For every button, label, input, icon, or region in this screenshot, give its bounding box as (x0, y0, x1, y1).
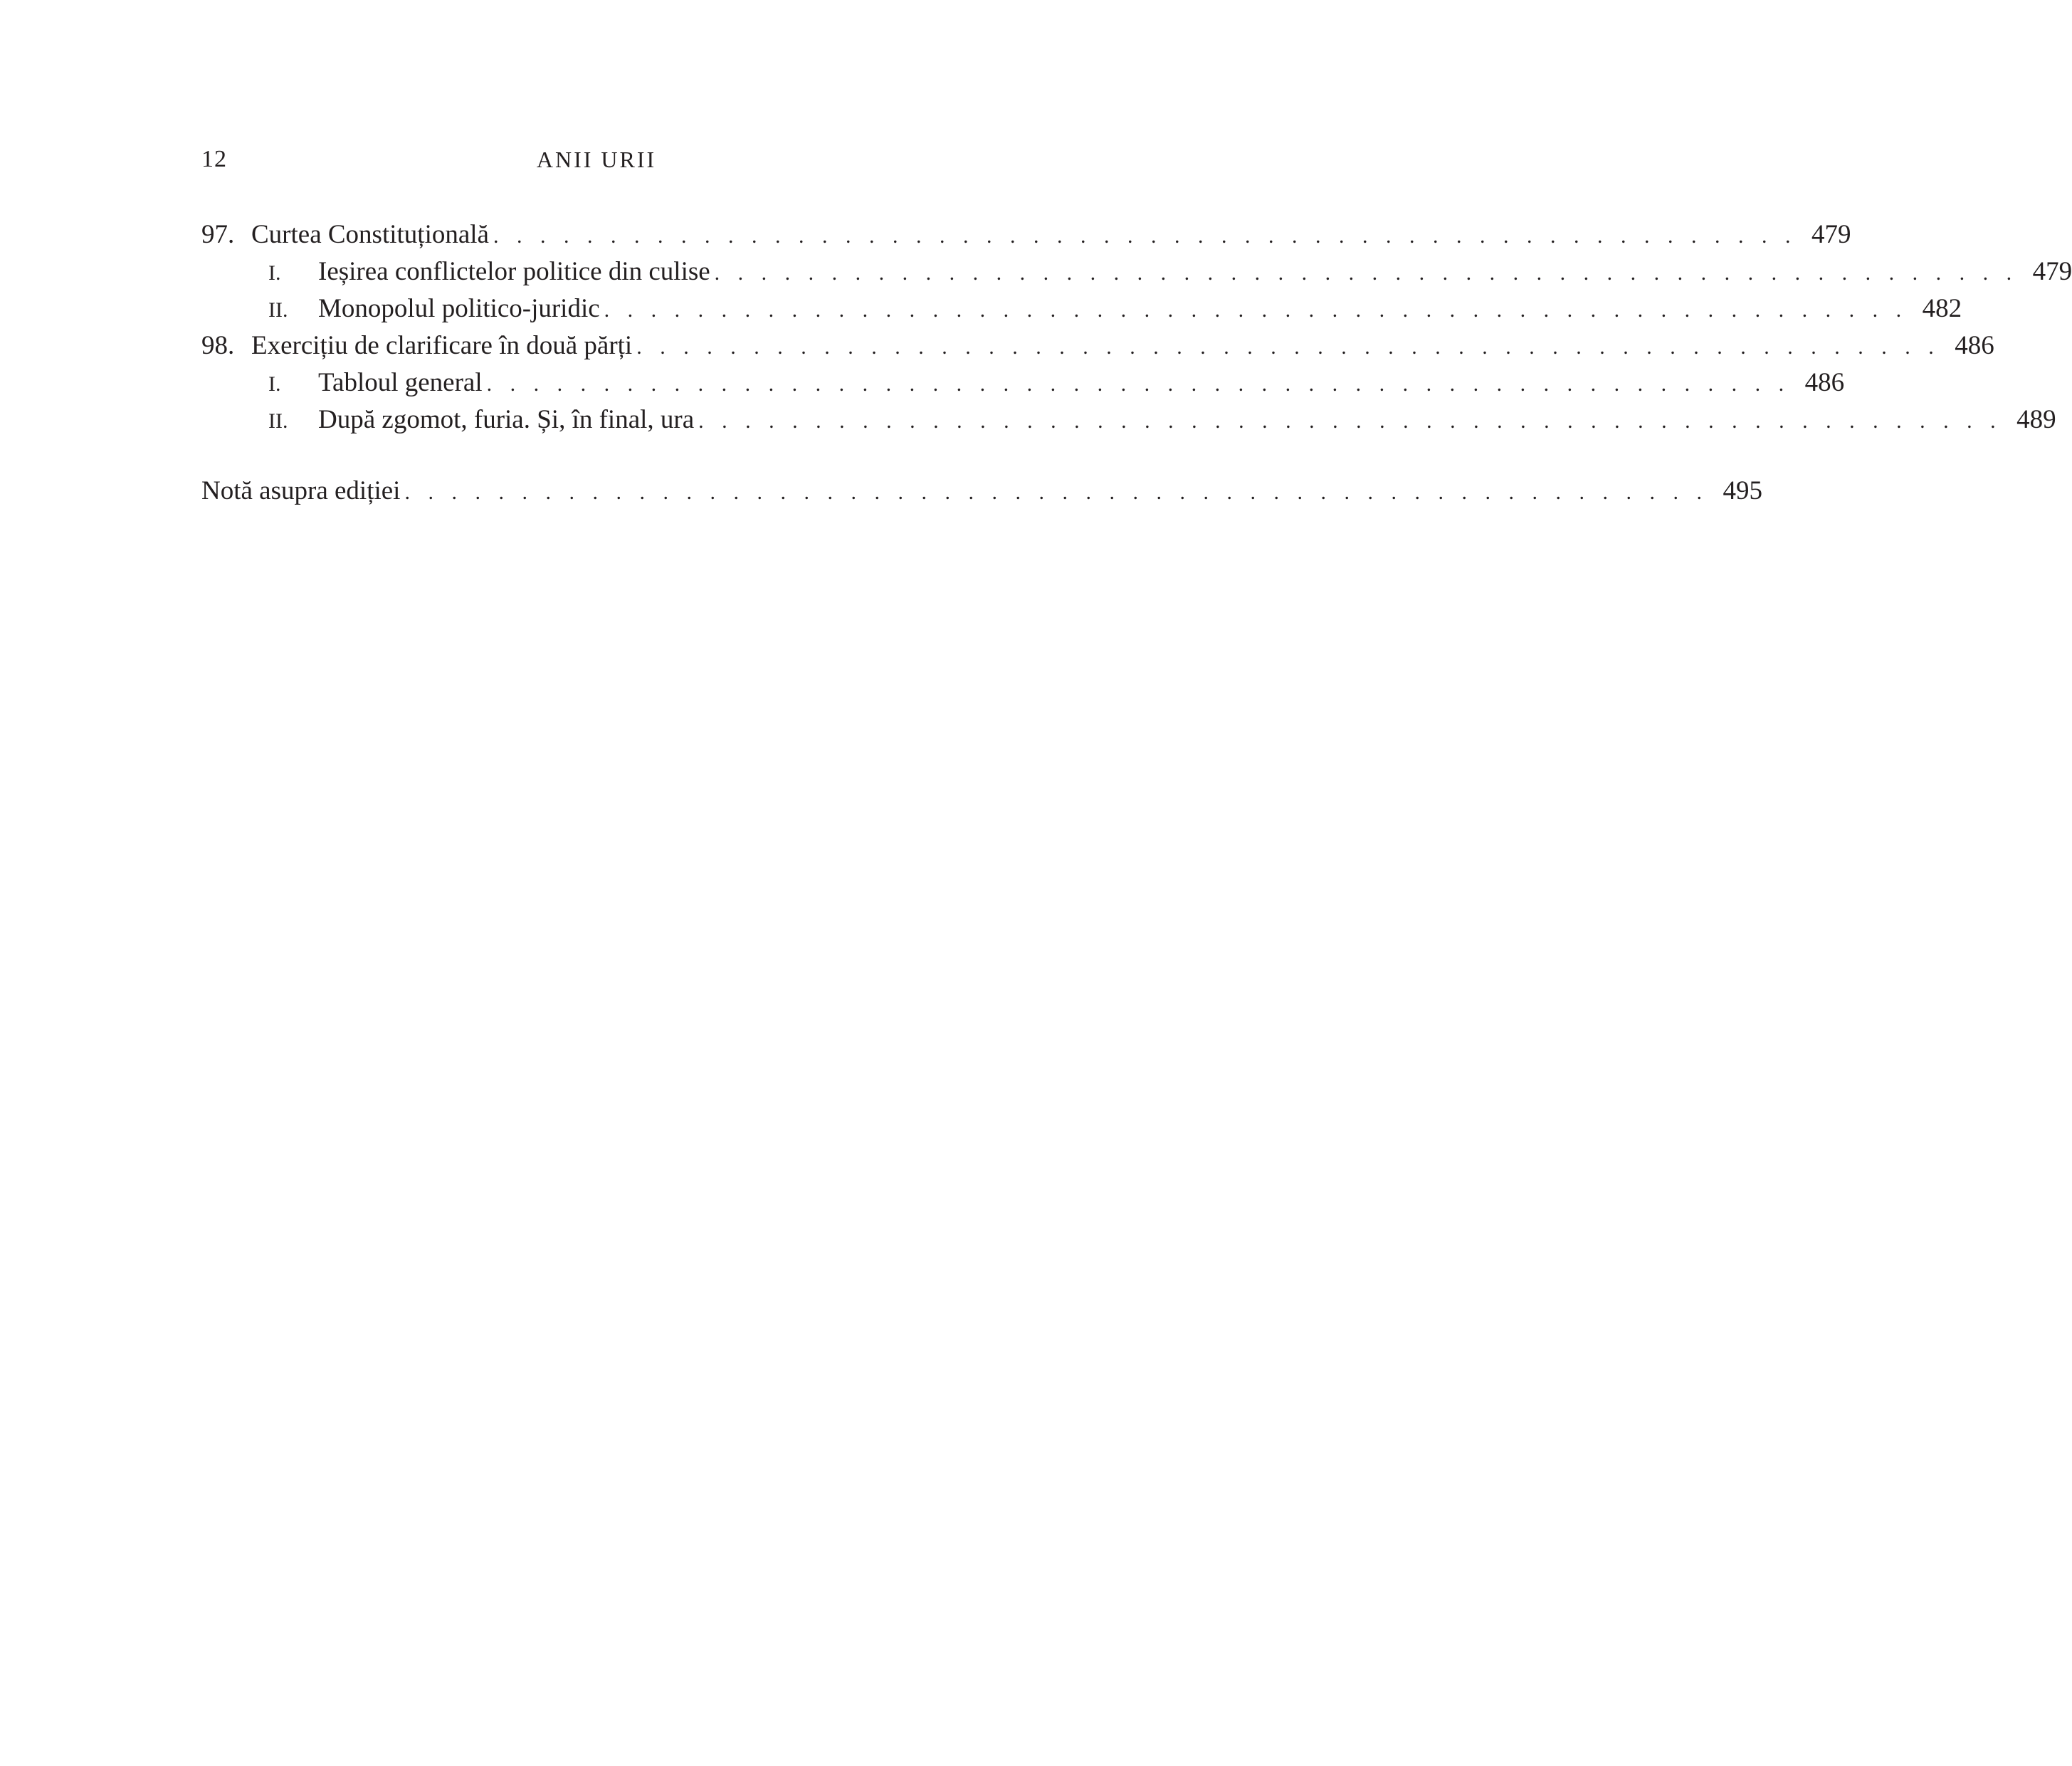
toc-entry-title: Monopolul politico-juridic (318, 294, 600, 323)
toc-entry-number: I. (268, 261, 281, 285)
toc-entry-title: Ieșirea conflictelor politice din culise (318, 257, 710, 286)
dot-leader: . . . . . . . . . . . . . . . . . . . . . . . . . . . . . . . . . . . . . . . . . . . . . . . . . . . . . . . . (404, 480, 1708, 504)
toc-entry-number: 98. (201, 331, 235, 360)
toc-entry-number: II. (268, 298, 288, 322)
toc-entry-title: Curtea Constituțională (251, 220, 489, 249)
dot-leader: . . . . . . . . . . . . . . . . . . . . . . . . . . . . . . . . . . . . . . . . . . . . . . . . . . . . . . . . (636, 335, 1940, 359)
toc-entry-page: 486 (1804, 368, 1845, 397)
toc-entry-page: 482 (1922, 294, 1962, 323)
toc-entry-title: Tabloul general (318, 368, 483, 397)
toc-entry-page: 489 (2016, 405, 2056, 434)
toc-entry-section (201, 401, 2056, 438)
toc-entry-page: 479 (1811, 220, 1851, 249)
toc-entry-section (201, 290, 1962, 327)
page-number: 12 (201, 146, 227, 172)
toc-entry-title: Notă asupra ediției (201, 476, 401, 505)
toc-entry-number: II. (268, 409, 288, 433)
toc-entry-page: 479 (2032, 257, 2072, 286)
book-title: ANII URII (536, 147, 657, 172)
dot-leader: . . . . . . . . . . . . . . . . . . . . . . . . . . . . . . . . . . . . . . . . . . . . . . . . . . . . . . . . (493, 224, 1797, 248)
toc-entry-section (201, 364, 1845, 401)
toc-entry-chapter-98 (201, 327, 1994, 364)
toc-entry-page: 495 (1723, 476, 1762, 505)
toc-entry-section (201, 253, 2072, 290)
toc-entry-page: 486 (1955, 331, 1994, 360)
toc-entry-number: 97. (201, 220, 235, 249)
toc-entry-chapter-97 (201, 216, 1851, 253)
toc-entry-number: I. (268, 372, 281, 396)
dot-leader: . . . . . . . . . . . . . . . . . . . . . . . . . . . . . . . . . . . . . . . . . . . . . . . . . . . . . . . . (714, 261, 2019, 285)
dot-leader: . . . . . . . . . . . . . . . . . . . . . . . . . . . . . . . . . . . . . . . . . . . . . . . . . . . . . . . . (486, 372, 1791, 396)
dot-leader: . . . . . . . . . . . . . . . . . . . . . . . . . . . . . . . . . . . . . . . . . . . . . . . . . . . . . . . . (698, 409, 2002, 433)
dot-leader: . . . . . . . . . . . . . . . . . . . . . . . . . . . . . . . . . . . . . . . . . . . . . . . . . . . . . . . . (604, 298, 1908, 322)
running-head (201, 142, 992, 177)
toc-entry-title: După zgomot, furia. Și, în final, ura (318, 405, 695, 434)
table-of-contents (201, 216, 2072, 510)
toc-entry-editorial-note (201, 473, 1762, 510)
toc-entry-title: Exercițiu de clarificare în două părți (251, 331, 633, 360)
